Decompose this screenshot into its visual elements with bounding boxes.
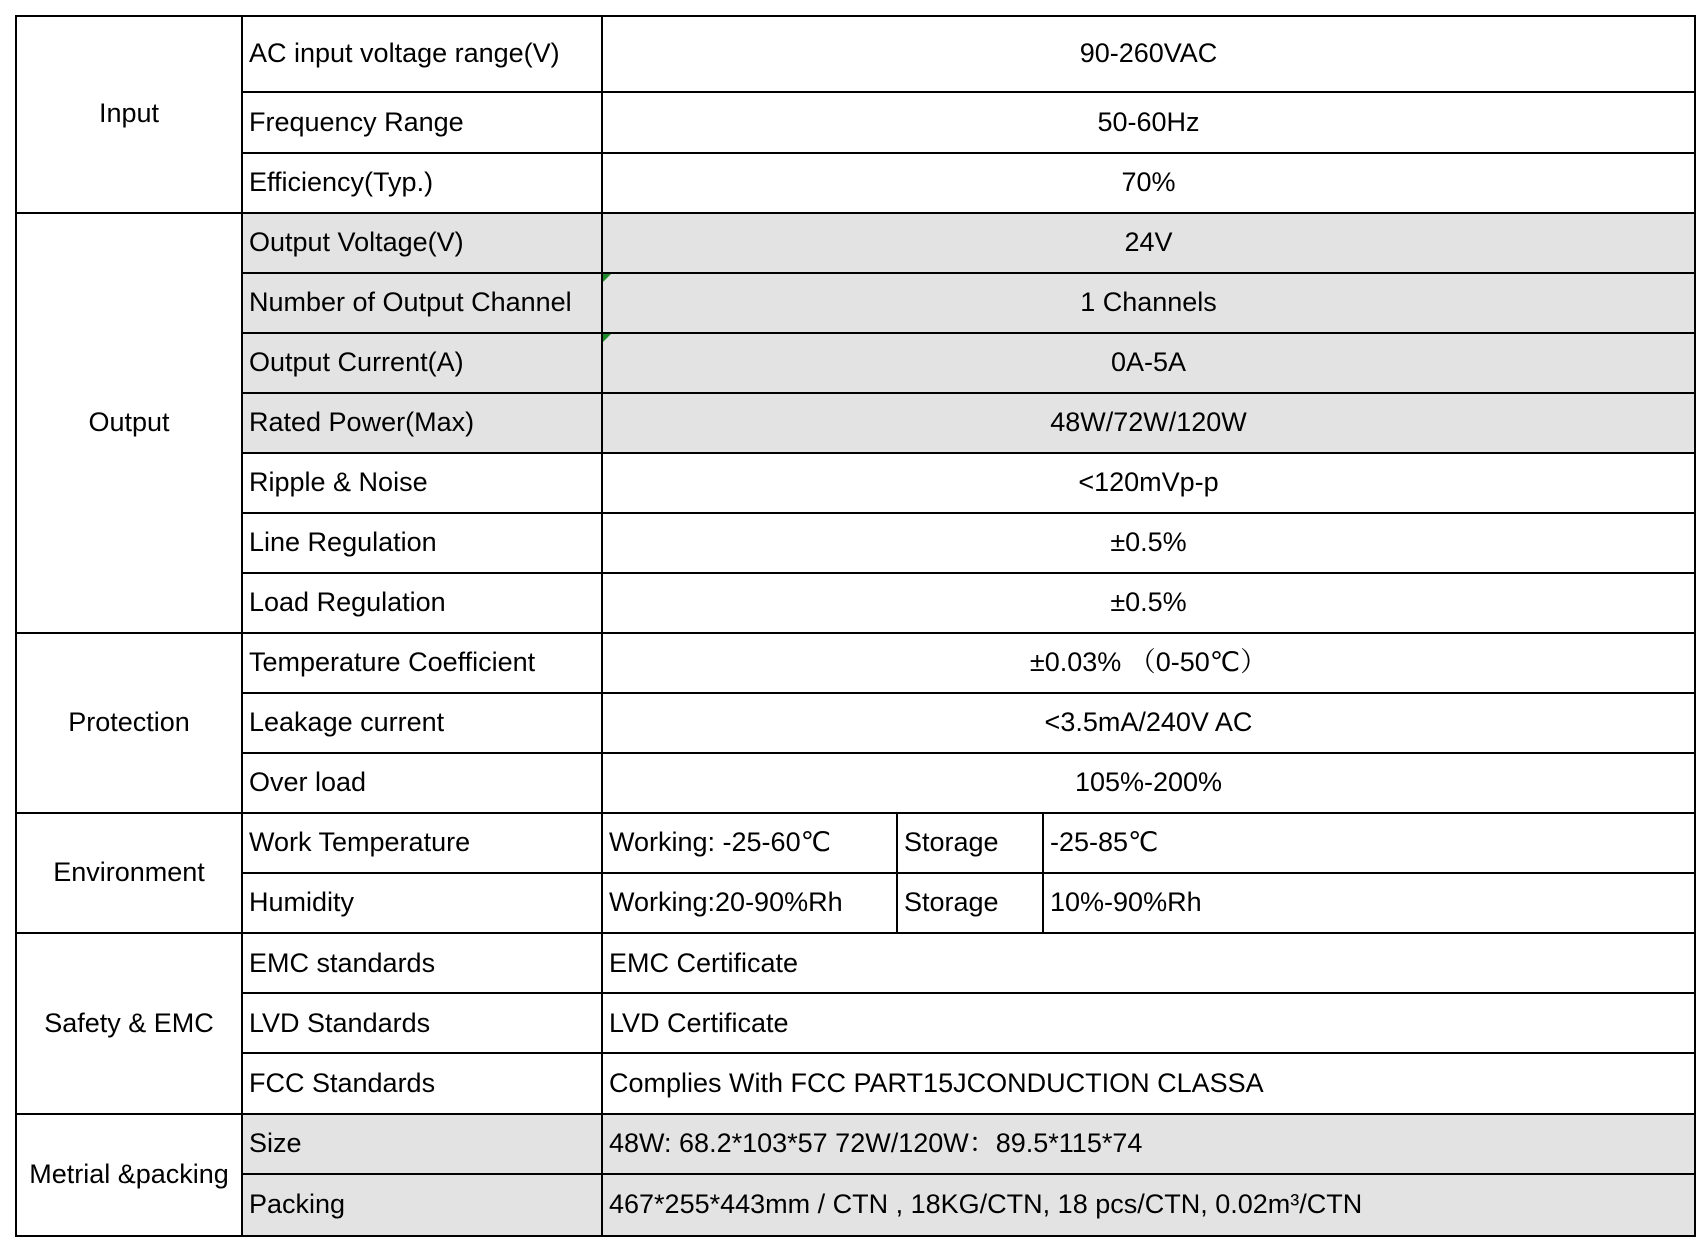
row-value: 50-60Hz [602,92,1695,152]
table-row [16,993,1695,1053]
table-row [16,393,1695,453]
row-value: LVD Certificate [602,993,1695,1053]
row-label: Number of Output Channel [242,273,602,333]
row-value: 90-260VAC [602,16,1695,92]
storage-value: 10%-90%Rh [1043,873,1695,933]
row-label: Line Regulation [242,513,602,573]
row-value: Complies With FCC PART15JCONDUCTION CLASSA [602,1053,1695,1113]
table-row [16,1114,1695,1174]
table-row [16,813,1695,873]
table-row [16,273,1695,333]
row-label: Output Voltage(V) [242,213,602,273]
row-value: 70% [602,153,1695,213]
working-value: Working:20-90%Rh [602,873,897,933]
row-value: EMC Certificate [602,933,1695,993]
row-label: Humidity [242,873,602,933]
row-label: Load Regulation [242,573,602,633]
row-label: FCC Standards [242,1053,602,1113]
table-row [16,1174,1695,1236]
row-label: Packing [242,1174,602,1236]
row-value: 48W: 68.2*103*57 72W/120W：89.5*115*74 [602,1114,1695,1174]
row-value: <120mVp-p [602,453,1695,513]
group-input: Input [16,16,242,213]
group-material-packing: Metrial &packing [16,1114,242,1236]
storage-label: Storage [897,813,1043,873]
row-label: AC input voltage range(V) [242,16,602,92]
row-value: 467*255*443mm / CTN , 18KG/CTN, 18 pcs/CTN, 0.02m³/CTN [602,1174,1695,1236]
row-label: Work Temperature [242,813,602,873]
storage-value: -25-85℃ [1043,813,1695,873]
row-value: 24V [602,213,1695,273]
table-row [16,213,1695,273]
row-value: 105%-200% [602,753,1695,813]
group-output: Output [16,213,242,633]
table-row [16,633,1695,693]
row-label: EMC standards [242,933,602,993]
row-label: LVD Standards [242,993,602,1053]
table-row [16,16,1695,92]
group-environment: Environment [16,813,242,933]
row-label: Output Current(A) [242,333,602,393]
row-label: Over load [242,753,602,813]
row-value: ±0.5% [602,573,1695,633]
storage-label: Storage [897,873,1043,933]
row-label: Frequency Range [242,92,602,152]
row-label: Temperature Coefficient [242,633,602,693]
row-value: ±0.5% [602,513,1695,573]
spec-table [15,15,1696,1237]
table-row [16,153,1695,213]
table-row [16,92,1695,152]
table-row [16,333,1695,393]
table-row [16,513,1695,573]
row-label: Size [242,1114,602,1174]
row-label: Efficiency(Typ.) [242,153,602,213]
table-row [16,573,1695,633]
row-label: Rated Power(Max) [242,393,602,453]
row-value: 0A-5A [602,333,1695,393]
row-value: 48W/72W/120W [602,393,1695,453]
table-row [16,933,1695,993]
table-row [16,693,1695,753]
group-safety-emc: Safety & EMC [16,933,242,1113]
table-row [16,1053,1695,1113]
row-value: <3.5mA/240V AC [602,693,1695,753]
row-label: Ripple & Noise [242,453,602,513]
row-label: Leakage current [242,693,602,753]
group-protection: Protection [16,633,242,813]
row-value: ±0.03% （0-50℃） [602,633,1695,693]
table-row [16,873,1695,933]
table-row [16,453,1695,513]
working-value: Working: -25-60℃ [602,813,897,873]
row-value: 1 Channels [602,273,1695,333]
table-row [16,753,1695,813]
